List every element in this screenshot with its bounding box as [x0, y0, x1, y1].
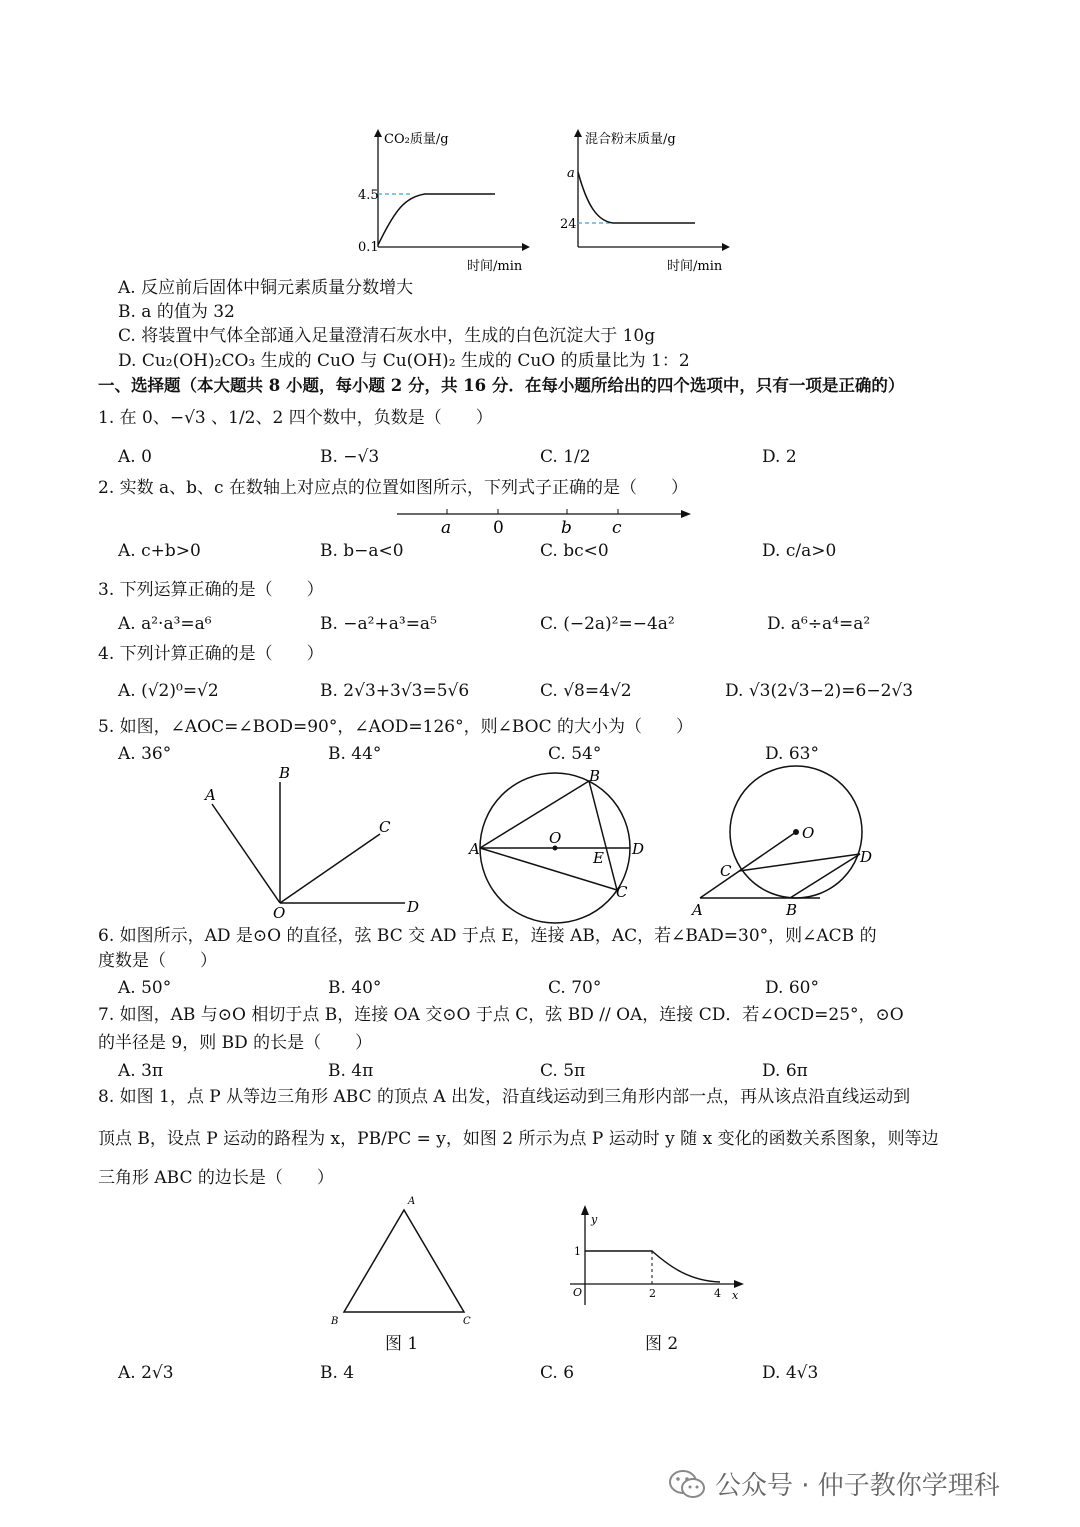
q7-option-b: B. 4π [328, 1061, 374, 1081]
q1-option-d: D. 2 [762, 447, 797, 467]
q3-option-c: C. (−2a)²=−4a² [540, 614, 675, 634]
q6-line2: 度数是（ ） [98, 951, 217, 971]
q4-option-d: D. √3(2√3−2)=6−2√3 [725, 681, 914, 701]
q5-option-b: B. 44° [328, 744, 382, 764]
q4-stem: 4. 下列计算正确的是（ ） [98, 644, 324, 664]
number-line-0: 0 [493, 518, 504, 538]
q8-option-c: C. 6 [540, 1363, 575, 1383]
q4-option-a: A. (√2)⁰=√2 [118, 681, 219, 701]
q7-option-c: C. 5π [540, 1061, 586, 1081]
number-line-c: c [612, 518, 622, 538]
circle7-label-d: D [860, 848, 873, 866]
wechat-icon [668, 1468, 708, 1502]
q8-line3: 三角形 ABC 的边长是（ ） [98, 1168, 334, 1188]
co2-y-high: 4.5 [358, 188, 379, 203]
q3-option-a: A. a²·a³=a⁶ [118, 614, 212, 634]
q3-stem: 3. 下列运算正确的是（ ） [98, 580, 324, 600]
q1-stem: 1. 在 0、−√3 、1/2、2 四个数中，负数是（ ） [98, 408, 493, 428]
tangent-circle-figure [690, 760, 880, 925]
graph-label-2: 2 [649, 1287, 656, 1300]
q2-option-c: C. bc<0 [540, 541, 609, 561]
q8-line2: 顶点 B，设点 P 运动的路程为 x，PB/PC = y，如图 2 所示为点 P 运动时 y 随 x 变化的函数关系图象，则等边 [98, 1129, 939, 1149]
triangle-figure [325, 1190, 485, 1330]
number-line-b: b [561, 518, 572, 538]
q7-line1: 7. 如图，AB 与⊙O 相切于点 B，连接 OA 交⊙O 于点 C，弦 BD // OA，连接 CD．若∠OCD=25°，⊙O [98, 1005, 904, 1025]
triangle-label-a: A [408, 1196, 416, 1207]
q5-option-c: C. 54° [548, 744, 602, 764]
circle7-label-o: O [802, 824, 815, 842]
q6-option-a: A. 50° [118, 978, 172, 998]
powder-y-high: a [567, 166, 575, 181]
co2-y-low: 0.1 [358, 240, 379, 255]
angle-label-d: D [407, 898, 420, 916]
number-line-a: a [441, 518, 452, 538]
circle6-label-e: E [593, 849, 604, 867]
q8-option-a: A. 2√3 [118, 1363, 174, 1383]
fig1-caption: 图 1 [385, 1334, 419, 1354]
q2-option-a: A. c+b>0 [118, 541, 201, 561]
function-graph [560, 1205, 760, 1315]
q6-option-d: D. 60° [765, 978, 819, 998]
triangle-label-c: C [463, 1316, 471, 1327]
circle7-label-a: A [692, 901, 703, 919]
number-line [395, 500, 695, 540]
q8-option-d: D. 4√3 [762, 1363, 819, 1383]
watermark-text: 公众号 · 仲子教你学理科 [715, 1471, 1000, 1501]
q5-stem: 5. 如图，∠AOC=∠BOD=90°，∠AOD=126°，则∠BOC 的大小为（ ） [98, 717, 694, 737]
q7-option-d: D. 6π [762, 1061, 808, 1081]
powder-y-low: 24 [560, 217, 577, 232]
circle6-label-a: A [469, 840, 480, 858]
q1-option-c: C. 1/2 [540, 447, 591, 467]
q5-option-d: D. 63° [765, 744, 819, 764]
q8-line1: 8. 如图 1，点 P 从等边三角形 ABC 的顶点 A 出发，沿直线运动到三角形内部一点，再从该点沿直线运动到 [98, 1087, 911, 1107]
q1-option-a: A. 0 [118, 447, 152, 467]
section-title: 一、选择题（本大题共 8 小题，每小题 2 分，共 16 分．在每小题所给出的四个选项中，只有一项是正确的） [98, 376, 905, 395]
powder-curve [578, 172, 695, 223]
circle7-label-b: B [786, 901, 798, 919]
circle7-label-c: C [720, 862, 732, 880]
q7-line2: 的半径是 9，则 BD 的长是（ ） [98, 1033, 373, 1053]
powder-ylabel: 混合粉末质量/g [585, 132, 676, 147]
q6-option-c: C. 70° [548, 978, 602, 998]
circle6-label-o: O [549, 829, 562, 847]
circle6-label-b: B [589, 767, 601, 785]
graph-label-o: O [573, 1286, 583, 1299]
angle-figure [195, 760, 435, 925]
q6-line1: 6. 如图所示，AD 是⊙O 的直径，弦 BC 交 AD 于点 E，连接 AB，AC，若∠BAD=30°，则∠ACB 的 [98, 926, 877, 946]
q6-option-b: B. 40° [328, 978, 382, 998]
q1-option-b: B. −√3 [320, 447, 380, 467]
co2-ylabel: CO₂质量/g [384, 132, 449, 147]
q2-option-d: D. c/a>0 [762, 541, 837, 561]
prev-option-b: B. a 的值为 32 [118, 302, 235, 322]
angle-label-a: A [205, 786, 216, 804]
graph-label-x: x [732, 1289, 739, 1302]
graph-label-1: 1 [574, 1245, 581, 1258]
co2-xlabel: 时间/min [467, 259, 523, 274]
co2-curve [378, 194, 495, 245]
angle-label-c: C [379, 818, 391, 836]
triangle-label-b: B [331, 1316, 339, 1327]
q2-option-b: B. b−a<0 [320, 541, 404, 561]
angle-label-b: B [279, 764, 291, 782]
graph-label-4: 4 [714, 1287, 721, 1300]
q8-option-b: B. 4 [320, 1363, 355, 1383]
circle-chord-figure [465, 760, 655, 930]
prev-option-a: A. 反应前后固体中铜元素质量分数增大 [118, 278, 414, 298]
powder-mass-graph [555, 125, 745, 280]
circle6-label-c: C [616, 883, 628, 901]
prev-option-c: C. 将装置中气体全部通入足量澄清石灰水中，生成的白色沉淀大于 10g [118, 326, 656, 346]
q7-option-a: A. 3π [118, 1061, 164, 1081]
q4-option-b: B. 2√3+3√3=5√6 [320, 681, 470, 701]
q3-option-b: B. −a²+a³=a⁵ [320, 614, 437, 634]
q3-option-d: D. a⁶÷a⁴=a² [767, 614, 871, 634]
co2-mass-graph [350, 125, 540, 280]
angle-label-o: O [273, 904, 286, 922]
q4-option-c: C. √8=4√2 [540, 681, 632, 701]
fig2-caption: 图 2 [645, 1334, 679, 1354]
graph-label-y: y [591, 1213, 598, 1226]
powder-xlabel: 时间/min [667, 259, 723, 274]
prev-option-d: D. Cu₂(OH)₂CO₃ 生成的 CuO 与 Cu(OH)₂ 生成的 CuO 的质量比为 1：2 [118, 351, 690, 371]
q5-option-a: A. 36° [118, 744, 172, 764]
circle6-label-d: D [632, 840, 645, 858]
q2-stem: 2. 实数 a、b、c 在数轴上对应点的位置如图所示，下列式子正确的是（ ） [98, 478, 688, 498]
